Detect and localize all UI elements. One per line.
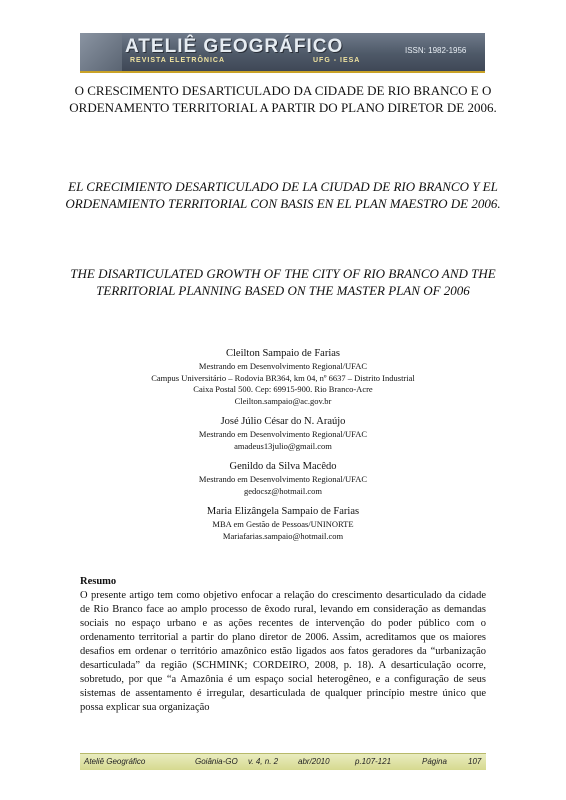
footer-page-number: 107 [468, 757, 482, 766]
title-english: THE DISARTICULATED GROWTH OF THE CITY OF RIO BRANCO AND THE TERRITORIAL PLANNING BASED ON THE MASTER PLAN OF 2006 [70, 266, 496, 298]
author-affiliation: Mestrando em Desenvolvimento Regional/UFAC [198, 429, 368, 439]
journal-logo-subtitle: REVISTA ELETRÔNICA [130, 57, 226, 64]
abstract-text: O presente artigo tem como objetivo enfocar a relação do crescimento desarticulado da cidade de Rio Branco face ao amplo processo de êxodo rural, levando em consideração as demandas sociais no espaço urbano e as ações recentes de intervenção do poder público com o ordenamento territorial a partir do plano diretor de 2006. Assim, acreditamos que os maiores desafios em ordenar o território amazônico estão ligados aos fatos geradores da “urbanização desarticulada” da região (SCHMINK; CORDEIRO, 2008, p. 18). A desarticulação ocorre, sobretudo, por que “a Amazônia é um espaço social heterogêneo, e a configuração de seus sistemas de assentamento é irregular, desarticulada de qualquer princípio mestre único que possa explicar sua organização [80, 590, 486, 713]
issn-label: ISSN: 1982-1956 [405, 46, 467, 55]
author-address: Caixa Postal 500. Cep: 69915-900. Rio Branco-Acre [193, 384, 373, 394]
abstract-heading: Resumo [80, 576, 117, 587]
author-block [60, 460, 506, 497]
author-affiliation: MBA em Gestão de Pessoas/UNINORTE [212, 519, 354, 529]
author-email: Mariafarias.sampaio@hotmail.com [222, 530, 344, 541]
author-affiliation: Mestrando em Desenvolvimento Regional/UFAC [198, 474, 368, 484]
author-email: amadeus13julio@gmail.com [234, 440, 332, 451]
journal-banner [80, 33, 485, 73]
journal-logo-institution: UFG - IESA [313, 57, 361, 64]
author-block [60, 347, 506, 407]
author-email: gedocsz@hotmail.com [244, 485, 322, 496]
author-list [60, 347, 506, 550]
author-name: Cleilton Sampaio de Farias [225, 348, 341, 359]
author-name: Genildo da Silva Macêdo [229, 461, 337, 472]
title-portuguese: O CRESCIMENTO DESARTICULADO DA CIDADE DE RIO BRANCO E O ORDENAMENTO TERRITORIAL A PARTIR DO PLANO DIRETOR DE 2006. [69, 83, 497, 115]
author-email: Cleilton.sampaio@ac.gov.br [234, 395, 332, 406]
footer-date: abr/2010 [298, 757, 330, 766]
author-affiliation: Mestrando em Desenvolvimento Regional/UFAC [198, 361, 368, 371]
footer-page-label: Página [422, 757, 447, 766]
footer-volume: v. 4, n. 2 [248, 757, 279, 766]
author-name: Maria Elizângela Sampaio de Farias [206, 506, 360, 517]
page-footer [80, 753, 486, 770]
journal-logo-title: ATELIÊ GEOGRÁFICO [125, 36, 344, 57]
author-block [60, 415, 506, 452]
footer-journal: Ateliê Geográfico [84, 757, 146, 766]
author-block [60, 505, 506, 542]
footer-pages: p.107-121 [355, 757, 392, 766]
author-name: José Júlio César do N. Araújo [220, 416, 346, 427]
author-address: Campus Universitário – Rodovia BR364, km 04, nº 6637 – Distrito Industrial [151, 372, 415, 383]
title-spanish: EL CRECIMIENTO DESARTICULADO DE LA CIUDAD DE RIO BRANCO Y EL ORDENAMIENTO TERRITORIAL CON BASIS EN EL PLAN MAESTRO DE 2006. [65, 179, 501, 211]
footer-city: Goiânia-GO [195, 757, 238, 766]
banner-decoration [80, 33, 122, 71]
